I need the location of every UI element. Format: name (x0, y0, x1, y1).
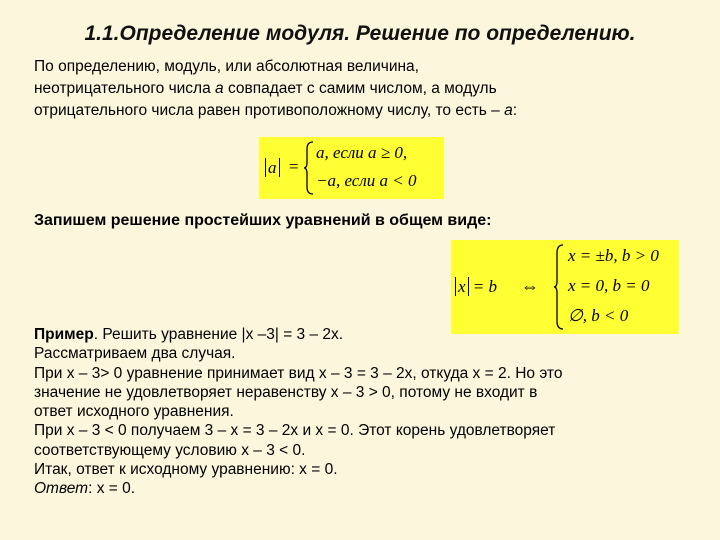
equivalence-icon: ⇔ (521, 276, 539, 296)
example-line: значение не удовлетворяет неравенству x – 3 > 0, потому не входит в (34, 383, 538, 401)
abs-definition-formula (259, 137, 444, 199)
example-line: ответ исходного уравнения. (34, 403, 234, 421)
example-answer: Ответ: x = 0. (34, 480, 136, 498)
formula-lhs: a (265, 158, 280, 178)
solution-case-positive: x = ±b, b > 0 (568, 246, 659, 265)
example-block (34, 325, 704, 499)
example-line: При x – 3 < 0 получаем 3 – x = 3 – 2x и x = 0. Этот корень удовлетворяет (34, 422, 556, 440)
formula-case-negative: −a, если a < 0 (316, 171, 417, 190)
formula-equals: = (289, 157, 299, 176)
formula-lhs: x = b (455, 277, 497, 297)
page-title: 1.1.Определение модуля. Решение по определению. (84, 22, 636, 45)
definition-paragraph (34, 56, 704, 122)
formula-case-positive: a, если a ≥ 0, (316, 143, 408, 162)
definition-line: неотрицательного числа а совпадает с самим числом, а модуль (34, 80, 497, 97)
definition-line: отрицательного числа равен противоположному числу, то есть – а: (34, 102, 518, 119)
example-line: Рассматриваем два случая. (34, 345, 236, 363)
section-heading: Запишем решение простейших уравнений в общем виде: (34, 212, 492, 229)
example-line: Итак, ответ к исходному уравнению: x = 0. (34, 461, 338, 479)
solution-case-zero: x = 0, b = 0 (568, 276, 650, 295)
example-task: Пример. Решить уравнение |x –3| = 3 – 2x. (34, 326, 344, 343)
left-brace-icon (303, 141, 315, 195)
definition-line: По определению, модуль, или абсолютная величина, (34, 58, 419, 75)
example-line: соответствующему условию x – 3 < 0. (34, 441, 306, 459)
solution-case-negative: ∅, b < 0 (568, 306, 629, 325)
example-line: При x – 3> 0 уравнение принимает вид x – 3 = 3 – 2x, откуда x = 2. Но это (34, 364, 563, 382)
left-brace-icon (553, 244, 565, 330)
general-solution-formula (451, 240, 679, 334)
